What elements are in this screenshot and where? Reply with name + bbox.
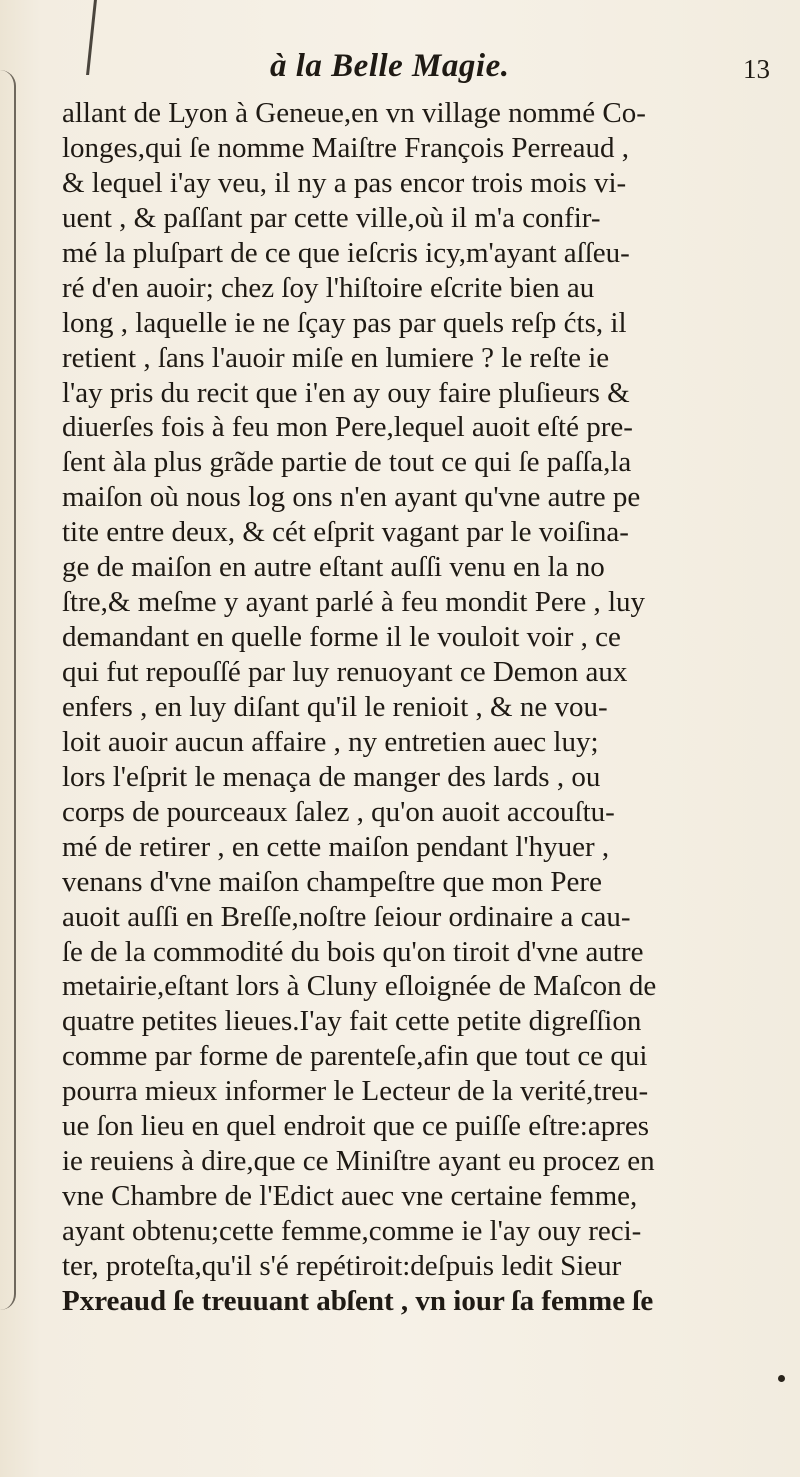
- text-line: qui fut repouſſé par luy renuoyant ce Demon aux: [62, 656, 628, 688]
- text-line: pourra mieux informer le Lecteur de la verité,treu-: [62, 1075, 649, 1108]
- text-line: ter, proteſta,qu'il s'é repétiroit:deſpuis ledit Sieur: [62, 1249, 622, 1282]
- body-text: [62, 96, 800, 1319]
- text-line: Pxreaud ſe treuuant abſent , vn iour ſa femme ſe: [62, 1284, 654, 1317]
- running-title: à la Belle Magie.: [270, 48, 510, 84]
- page-number: 13: [743, 54, 770, 84]
- text-line: corps de pourceaux ſalez , qu'on auoit accouſtu-: [62, 795, 615, 828]
- text-line: ue ſon lieu en quel endroit que ce puiſſe eſtre:apres: [62, 1110, 650, 1143]
- text-line: loit auoir aucun affaire , ny entretien auec luy;: [62, 725, 599, 758]
- text-line: vne Chambre de l'Edict auec vne certaine femme,: [62, 1180, 638, 1213]
- text-line: venans d'vne maiſon champeſtre que mon Pere: [62, 865, 602, 898]
- text-line: long , laquelle ie ne ſçay pas par quels reſp ćts, il: [62, 306, 627, 339]
- text-line: metairie,eſtant lors à Cluny eſloignée de Maſcon de: [62, 970, 657, 1003]
- text-line: allant de Lyon à Geneue,en vn village nommé Co-: [62, 97, 646, 129]
- text-line: ge de maiſon en autre eſtant auſſi venu en la no: [62, 551, 605, 584]
- text-line: mé la pluſpart de ce que ieſcris icy,m'ayant aſſeu-: [62, 236, 630, 269]
- text-line: enfers , en luy diſant qu'il le renioit , & ne vou-: [62, 690, 608, 723]
- text-line: longes,qui ſe nomme Maiſtre François Perreaud ,: [62, 131, 629, 164]
- text-line: maiſon où nous log ons n'en ayant qu'vne autre pe: [62, 481, 641, 514]
- text-line: auoit auſſi en Breſſe,noſtre ſeiour ordinaire a cau-: [62, 900, 631, 933]
- text-line: l'ay pris du recit que i'en ay ouy faire pluſieurs &: [62, 376, 630, 409]
- text-line: quatre petites lieues.I'ay fait cette petite digreſſion: [62, 1005, 642, 1038]
- text-line: ſent àla plus grãde partie de tout ce qui ſe paſſa,la: [62, 446, 632, 479]
- text-line: & lequel i'ay veu, il ny a pas encor trois mois vi-: [62, 166, 627, 199]
- text-line: ſe de la commodité du bois qu'on tiroit d'vne autre: [62, 935, 644, 968]
- ink-speck: [778, 1375, 785, 1382]
- text-line: diuerſes fois à feu mon Pere,lequel auoit eſté pre-: [62, 411, 633, 444]
- text-line: tite entre deux, & cét eſprit vagant par le voiſina-: [62, 516, 629, 549]
- text-line: uent , & paſſant par cette ville,où il m'a confir-: [62, 201, 601, 234]
- text-line: retient , ſans l'auoir miſe en lumiere ? le reſte ie: [62, 341, 610, 374]
- text-line: ré d'en auoir; chez ſoy l'hiſtoire eſcrite bien au: [62, 271, 595, 304]
- text-line: ie reuiens à dire,que ce Miniſtre ayant eu procez en: [62, 1145, 655, 1178]
- page-edge: [0, 70, 16, 1310]
- text-line: comme par forme de parenteſe,afin que tout ce qui: [62, 1040, 648, 1073]
- text-line: ſtre,& meſme y ayant parlé à feu mondit Pere , luy: [62, 586, 646, 619]
- page-header: [0, 48, 800, 98]
- text-line: mé de retirer , en cette maiſon pendant l'hyuer ,: [62, 830, 610, 863]
- text-line: ayant obtenu;cette femme,comme ie l'ay ouy reci-: [62, 1215, 642, 1247]
- text-line: lors l'eſprit le menaça de manger des lards , ou: [62, 760, 601, 793]
- text-line: demandant en quelle forme il le vouloit voir , ce: [62, 621, 621, 654]
